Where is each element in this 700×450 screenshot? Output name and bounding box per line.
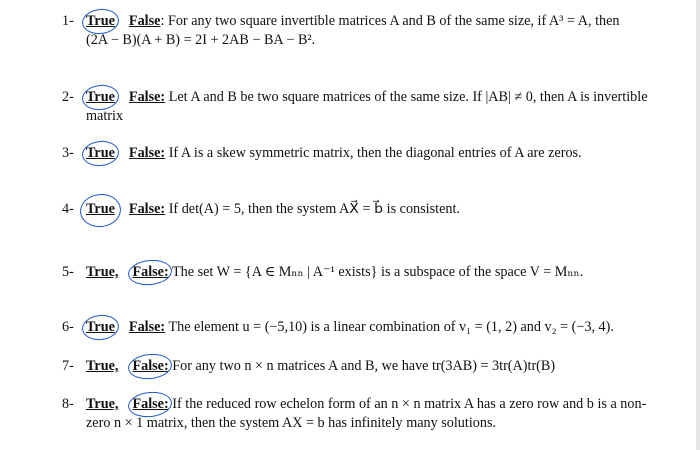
question-number: 5- — [62, 264, 74, 280]
true-option[interactable]: True, — [86, 358, 119, 374]
true-option[interactable]: True, — [86, 396, 119, 412]
false-option[interactable]: False — [128, 13, 161, 29]
page-edge — [696, 0, 700, 450]
question-text: If the reduced row echelon form of an n × n matrix A has a zero row and b is a non- — [172, 396, 647, 412]
question-3 — [62, 144, 690, 163]
question-1 — [62, 12, 690, 50]
question-text: Let A and B be two square matrices of the same size. If |AB| ≠ 0, then A is invertible — [168, 89, 648, 105]
true-option[interactable]: True — [86, 318, 115, 337]
true-option[interactable]: True, — [86, 264, 119, 280]
question-number: 1- — [62, 13, 74, 29]
false-option[interactable]: False: — [128, 319, 166, 335]
question-number: 6- — [62, 319, 74, 335]
question-text-continued: zero n × 1 matrix, then the system AX = b has infinitely many solutions. — [86, 415, 497, 431]
question-5 — [62, 263, 690, 282]
question-text: The set W = {A ∈ Mₙₙ | A⁻¹ exists} is a subspace of the space V = Mₙₙ. — [172, 264, 584, 280]
question-4 — [62, 200, 690, 219]
false-option[interactable]: False: — [128, 89, 166, 105]
true-option[interactable]: True — [86, 200, 115, 219]
question-number: 3- — [62, 145, 74, 161]
true-option[interactable]: True — [86, 144, 115, 163]
false-option[interactable]: False: — [132, 357, 168, 376]
question-text: The element u = (−5,10) is a linear combination of v₁ = (1, 2) and v₂ = (−3, 4). — [168, 319, 614, 335]
question-text: For any two n × n matrices A and B, we have tr(3AB) = 3tr(A)tr(B) — [172, 358, 556, 374]
question-text: If A is a skew symmetric matrix, then the diagonal entries of A are zeros. — [168, 145, 582, 161]
question-2 — [62, 88, 690, 126]
question-text-continued: (2A − B)(A + B) = 2I + 2AB − BA − B². — [86, 32, 316, 48]
true-option[interactable]: True — [86, 12, 115, 31]
false-option[interactable]: False: — [128, 145, 166, 161]
question-number: 8- — [62, 396, 74, 412]
false-option[interactable]: False: — [132, 395, 168, 414]
false-option[interactable]: False: — [128, 201, 166, 217]
question-8 — [62, 395, 690, 433]
question-text-continued: matrix — [86, 108, 124, 124]
question-6 — [62, 318, 690, 337]
question-number: 2- — [62, 89, 74, 105]
true-option[interactable]: True — [86, 88, 115, 107]
separator: : — [160, 13, 165, 29]
question-text: If det(A) = 5, then the system AX⃗ = b⃗ is consistent. — [168, 201, 460, 217]
question-number: 7- — [62, 358, 74, 374]
question-7 — [62, 357, 690, 376]
false-option[interactable]: False: — [132, 263, 168, 282]
question-number: 4- — [62, 201, 74, 217]
question-text: For any two square invertible matrices A and B of the same size, if A³ = A, then — [167, 13, 620, 29]
